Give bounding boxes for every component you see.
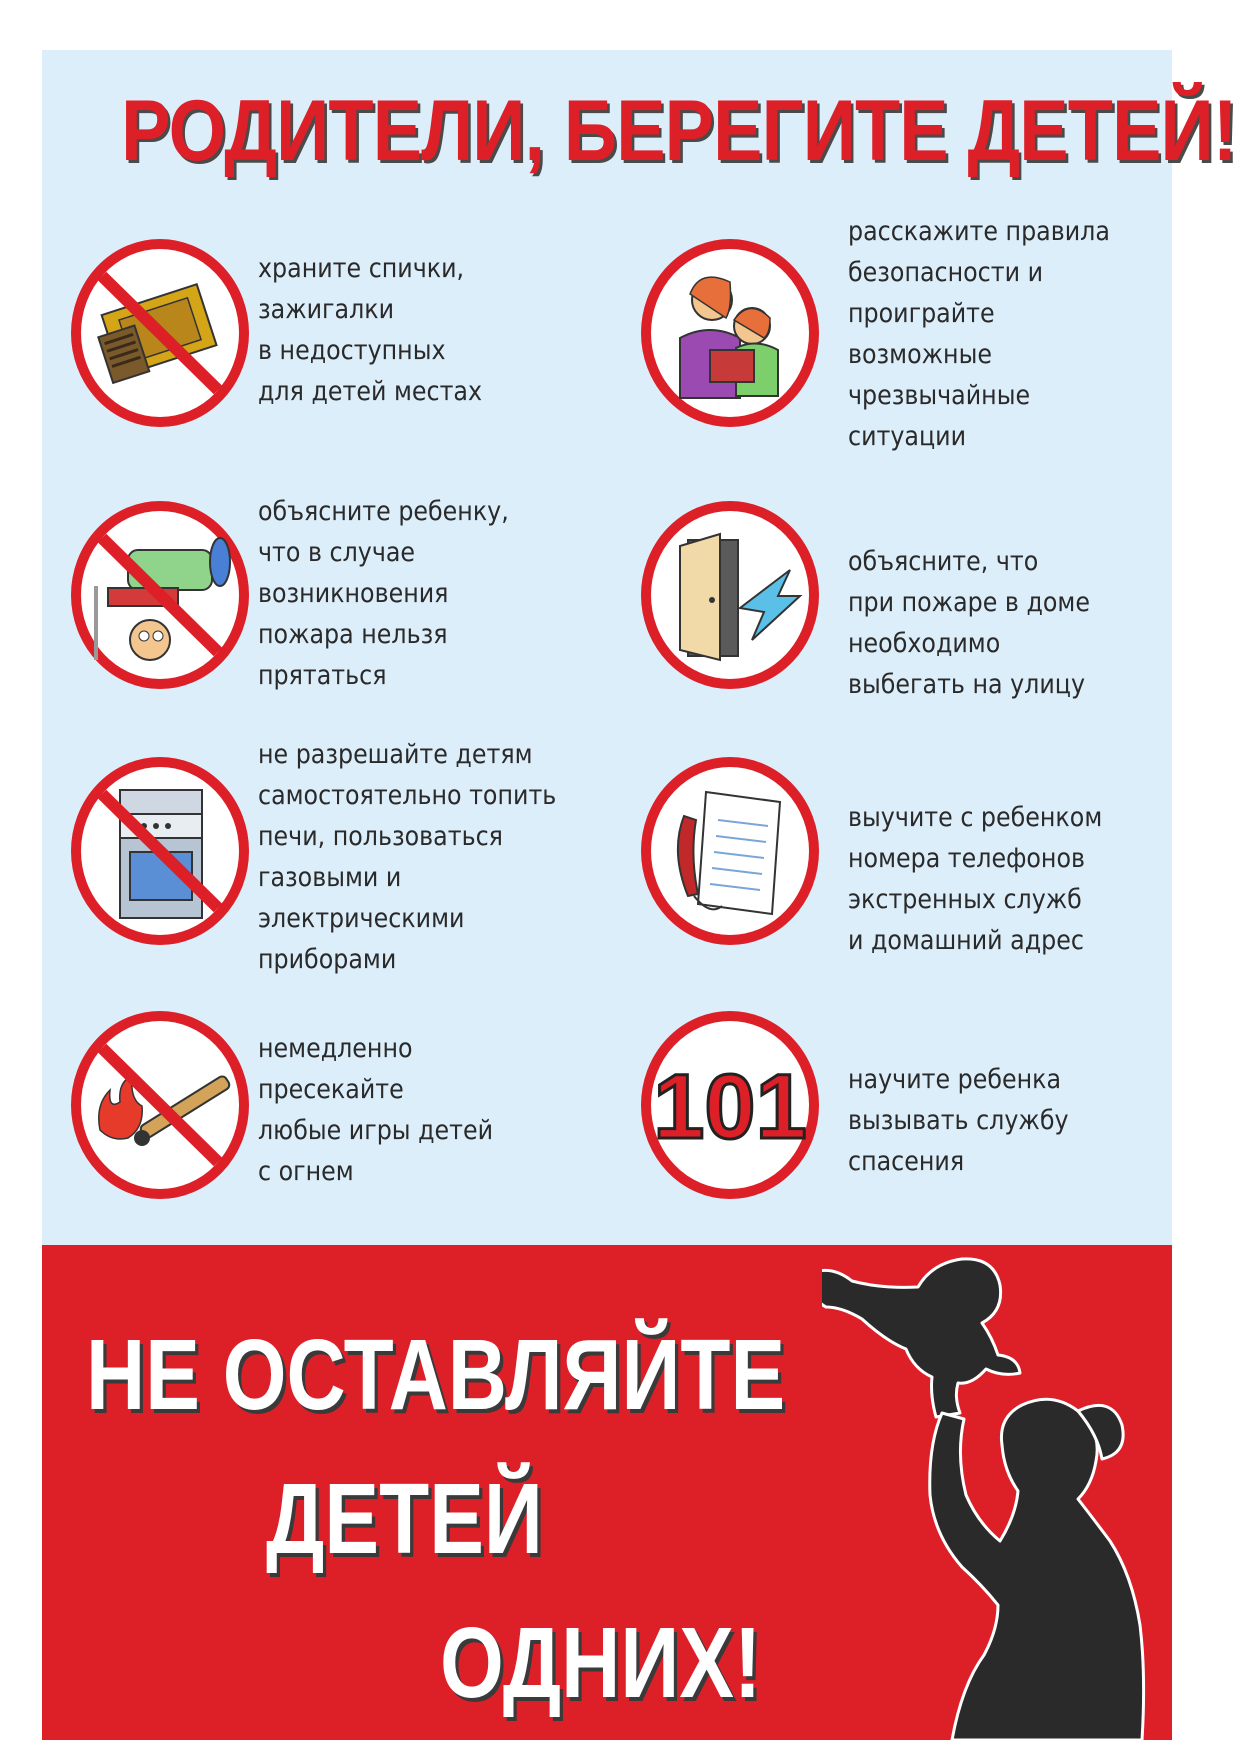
footer-banner — [42, 1245, 1172, 1740]
phone-icon — [640, 756, 820, 946]
item-text: храните спички, зажигалки в недоступных для детей местах — [258, 253, 483, 407]
child-hiding-icon — [70, 500, 250, 690]
footer-line-2: ДЕТЕЙ — [266, 1463, 543, 1575]
emergency-101-icon — [640, 1010, 820, 1200]
emergency-number: 101 — [653, 1056, 807, 1158]
matches-icon — [70, 238, 250, 428]
footer-line-3: ОДНИХ! — [440, 1607, 762, 1719]
burning-match-icon — [70, 1010, 250, 1200]
poster-title: РОДИТЕЛИ, БЕРЕГИТЕ ДЕТЕЙ! — [121, 83, 1237, 179]
stove-icon — [70, 756, 250, 946]
item-text: научите ребенка вызывать службу спасения — [848, 1064, 1069, 1177]
item-text: объясните ребенку, что в случае возникновения пожара нельзя прятаться — [258, 496, 509, 691]
mother-reading-icon — [640, 238, 820, 428]
poster — [42, 50, 1237, 1740]
item-text: выучите с ребенком номера телефонов экстренных служб и домашний адрес — [848, 802, 1103, 956]
item-text: не разрешайте детям самостоятельно топить печи, пользоваться газовыми и электрическими приборами — [258, 739, 557, 975]
item-text: объясните, что при пожаре в доме необходимо выбегать на улицу — [848, 546, 1090, 700]
item-text: немедленно пресекайте любые игры детей с огнем — [258, 1033, 494, 1187]
mother-child-silhouette — [822, 1245, 1172, 1740]
footer-line-1: НЕ ОСТАВЛЯЙТЕ — [86, 1319, 786, 1431]
item-text: расскажите правила безопасности и проиграйте возможные чрезвычайные ситуации — [848, 216, 1110, 452]
exit-door-icon — [640, 500, 820, 690]
